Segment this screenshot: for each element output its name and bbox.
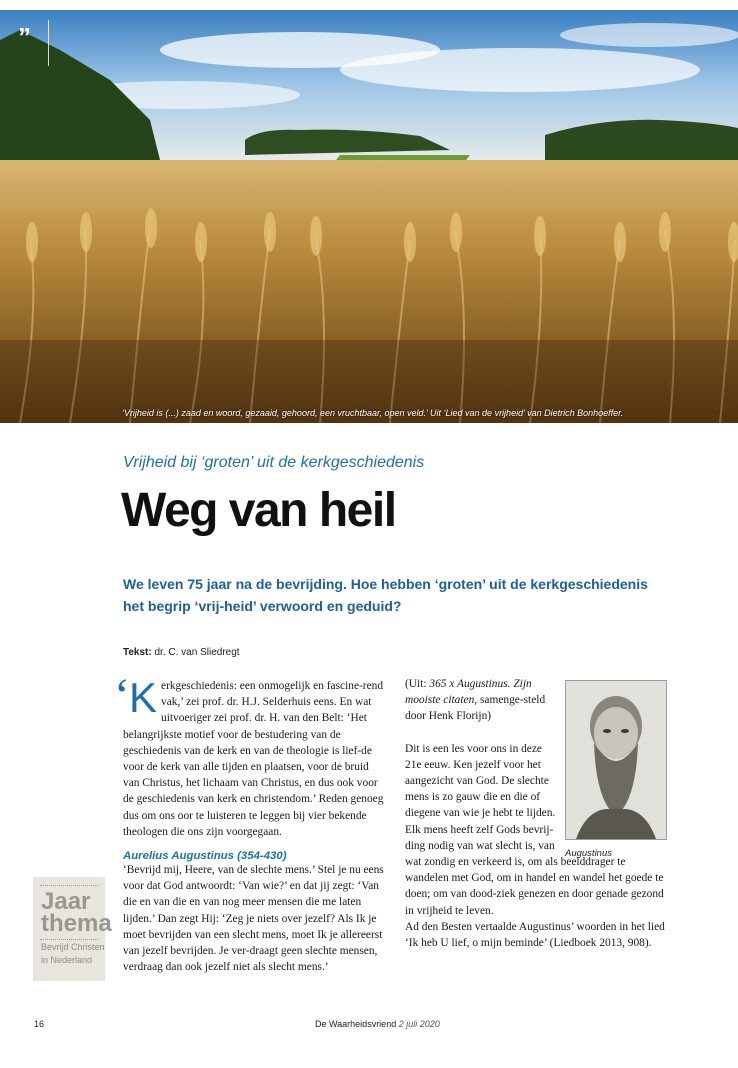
article-lead: We leven 75 jaar na de bevrijding. Hoe hebben ‘groten’ uit de kerkgeschiedenis het begrip ‘vrij-heid’ verwoord en geduid? [123,576,648,614]
byline-author: dr. C. van Sliedregt [154,647,240,658]
wheat-field-illustration [0,10,738,423]
column-right [405,676,667,951]
badge-word-jaar: Jaar [41,888,91,915]
badge-word-thema: thema [41,910,112,937]
portrait-caption: Augustinus [565,848,613,859]
portrait-figure [565,680,667,859]
badge-subtitle-1: Bevrijd Christen [41,942,105,952]
augustinus-portrait-image [565,680,667,840]
badge-subtitle-2: in Nederland [41,955,93,965]
byline-label: Tekst: [123,647,152,658]
source-book-title: 365 x Augustinus. Zijn mooiste citaten [405,678,532,707]
badge-divider [40,885,98,886]
paragraph-intro-text: erkgeschiedenis: een onmogelijk en fascine-rend vak,’ zei prof. dr. H.J. Selderhuis eens. En wat uitvoeriger zei prof. dr. H. van den Belt: ‘Het belangrijkste motief voor de bestudering van de geschiedenis van de kerk en van de theologie is lief-de voor de kerk van alle tijden en plaatsen, voor de bruid van Christus, het lichaam van Christus, en dus ook voor de geschiedenis van kerk en christendom.’ Reden genoeg dus om ons oor te luisteren te leggen bij vier bekende theologen die ons zijn voorgegaan. [123,680,384,838]
hero-photo [0,10,738,423]
drop-cap: K [129,674,158,721]
quote-mark-icon: ” [18,22,31,52]
paragraph-quote: ‘Bevrijd mij, Heere, van de slechte mens.’ Stel je nu eens voor dat God antwoordt: ‘Van wie?’ en dat jij zegt: ‘Van die en van die en van nog meer mensen die me laten lijden.’ Dan zegt Hij: ‘Zeg je niets over jezelf? Als Ik je moet bevrijden van een slecht mens, moet Ik je allereerst van jezelf bevrijden. Je ver-draagt geen slechte mensen, verdraag dan ook jezelf niet als slecht mens.’ [123,864,384,974]
badge-divider [40,939,98,940]
section-heading-augustinus: Aurelius Augustinus (354-430) [123,850,287,863]
footer-source [315,1019,440,1029]
article-kicker: Vrijheid bij ‘groten’ uit de kerkgeschiedenis [123,454,425,471]
byline [123,647,240,658]
paragraph-lesson: Dit is een les voor ons in deze 21e eeuw. Ken jezelf voor het aangezicht van God. De slechte mens is zo gauw die en die of diegene van wie je hebt te lijden. Elk mens heeft zelf Gods bevrij-ding nodig van wat slecht is, van wat zondig en verkeerd is, om als beelddrager te wandelen met God, om in handel en wandel het goede te doen; om van dood-ziek genezen en door genade gezond in vrijheid te leven. [405,742,664,917]
article-title: Weg van heil [121,484,396,537]
page-number: 16 [34,1019,45,1029]
quote-rule [48,20,49,66]
opening-quote-icon: ‘ [114,669,130,722]
paragraph-hymn: Ad den Besten vertaalde Augustinus’ woorden in het lied ‘Ik heb U lief, o mijn beminde’ (Liedboek 2013, 908). [405,920,665,950]
paragraph-intro [123,674,385,840]
source-citation: (Uit: 365 x Augustinus. Zijn mooiste citaten, samenge-steld door Henk Florijn) [405,678,546,723]
column-left [123,674,385,975]
magazine-name: De Waarheidsvriend [315,1019,397,1029]
year-theme-badge [33,877,112,981]
photo-caption: ‘Vrijheid is (...) zaad en woord, gezaaid, gehoord, een vruchtbaar, open veld.’ Uit ‘Lied van de vrijheid’ van Dietrich Bonhoeffer. [122,408,624,418]
issue-date: 2 juli 2020 [398,1019,440,1029]
